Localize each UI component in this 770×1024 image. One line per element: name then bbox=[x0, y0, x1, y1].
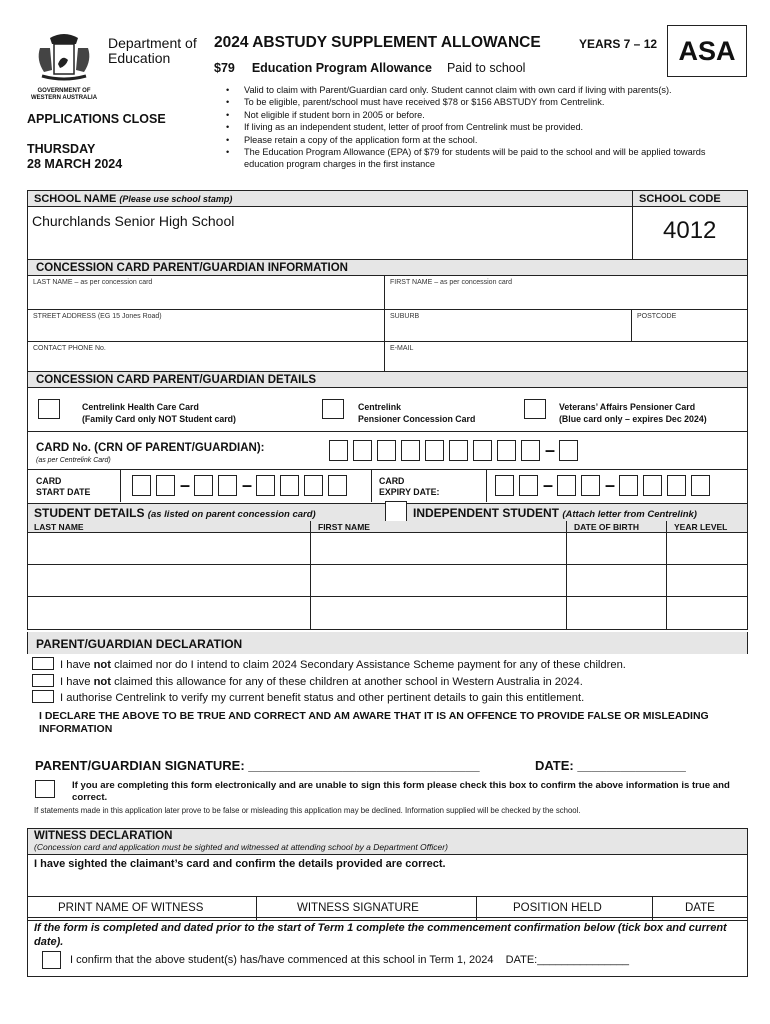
date-digit-box[interactable] bbox=[328, 475, 347, 496]
col-date-of-birth: DATE OF BIRTH bbox=[574, 522, 640, 532]
email-label: E-MAIL bbox=[390, 345, 414, 352]
pensioner-card-line1: Centrelink bbox=[358, 402, 402, 412]
school-name-header bbox=[28, 191, 632, 207]
card-dates-row bbox=[28, 470, 747, 502]
crn-digit-box[interactable] bbox=[449, 440, 468, 461]
crn-input[interactable] bbox=[329, 440, 583, 461]
years-label: YEARS 7 – 12 bbox=[579, 37, 658, 51]
declaration-item-1 bbox=[32, 657, 626, 674]
concession-info-heading bbox=[28, 260, 747, 276]
pensioner-card-line2: Pensioner Concession Card bbox=[358, 413, 476, 424]
date-digit-box[interactable] bbox=[194, 475, 213, 496]
student-title: STUDENT DETAILS bbox=[34, 506, 145, 520]
govt-line2: WESTERN AUSTRALIA bbox=[30, 94, 98, 101]
independent-student-title: INDEPENDENT STUDENT bbox=[413, 506, 560, 520]
form-code-badge bbox=[667, 25, 747, 77]
date-digit-box[interactable] bbox=[643, 475, 662, 496]
date-digit-box[interactable] bbox=[132, 475, 151, 496]
program-line bbox=[214, 61, 525, 75]
school-code-value: 4012 bbox=[663, 217, 717, 244]
health-care-card-line1: Centrelink Health Care Card bbox=[82, 402, 199, 412]
card-start-line1: CARD bbox=[36, 476, 62, 486]
witness-heading bbox=[28, 829, 747, 855]
card-type-row bbox=[28, 388, 747, 432]
close-day: THURSDAY bbox=[27, 142, 96, 156]
commenced-checkbox[interactable] bbox=[42, 951, 61, 969]
crn-row bbox=[28, 432, 747, 470]
date-digit-box[interactable] bbox=[667, 475, 686, 496]
declaration-text: I authorise Centrelink to verify my current benefit status and other pertinent details to gain this entitlement. bbox=[60, 692, 585, 704]
date-dash: – bbox=[242, 475, 253, 495]
parent-first-name-label: FIRST NAME – as per concession card bbox=[390, 279, 513, 286]
form-code: ASA bbox=[678, 36, 736, 66]
card-start-line2: START DATE bbox=[36, 486, 91, 497]
concession-info-title: CONCESSION CARD PARENT/GUARDIAN INFORMATION bbox=[36, 262, 348, 274]
health-care-card-line2: (Family Card only NOT Student card) bbox=[82, 413, 236, 424]
paid-to: Paid to school bbox=[446, 61, 526, 75]
eligibility-bullets bbox=[220, 84, 745, 171]
crn-digit-box[interactable] bbox=[401, 440, 420, 461]
declaration-items bbox=[32, 657, 626, 707]
crn-digit-box[interactable] bbox=[559, 440, 578, 461]
declaration-item-3 bbox=[32, 690, 626, 707]
witness-sighted: I have sighted the claimant’s card and confirm the details provided are correct. bbox=[34, 858, 446, 870]
program-name: Education Program Allowance bbox=[251, 61, 432, 75]
dept-line2: Education bbox=[108, 50, 171, 66]
divider bbox=[120, 470, 121, 502]
school-code-label: SCHOOL CODE bbox=[639, 193, 721, 205]
form-title: 2024 ABSTUDY SUPPLEMENT ALLOWANCE bbox=[214, 34, 541, 51]
declaration-date[interactable] bbox=[535, 758, 686, 773]
close-date: 28 MARCH 2024 bbox=[27, 157, 123, 171]
declare-statement: I DECLARE THE ABOVE TO BE TRUE AND CORRECT AND AM AWARE THAT IT IS AN OFFENCE TO PROVIDE FALSE OR MISLEADING INFORMATION bbox=[39, 710, 709, 735]
date-digit-box[interactable] bbox=[557, 475, 576, 496]
bullet-item: • Not eligible if student born in 2005 or before. bbox=[220, 109, 745, 121]
declaration-checkbox-1[interactable] bbox=[32, 657, 54, 670]
date-dash: – bbox=[605, 475, 616, 495]
student-hint: (as listed on parent concession card) bbox=[147, 509, 316, 520]
concession-info-section bbox=[27, 260, 748, 372]
electronic-confirm-text: If you are completing this form electronically and are unable to sign this form please check this box to confirm the above information is true and correct. bbox=[72, 780, 730, 803]
card-start-date-input[interactable] bbox=[132, 475, 352, 496]
col-witness-signature: WITNESS SIGNATURE bbox=[297, 902, 419, 914]
table-row[interactable] bbox=[28, 597, 747, 628]
declaration-title: PARENT/GUARDIAN DECLARATION bbox=[36, 637, 243, 651]
bullet-item: • The Education Program Allowance (EPA) of $79 for students will be paid to the school and will be applied towards education program charges in the first instance bbox=[220, 146, 745, 171]
pensioner-card-checkbox[interactable] bbox=[322, 399, 344, 419]
date-digit-box[interactable] bbox=[280, 475, 299, 496]
veterans-card-option bbox=[559, 402, 707, 425]
declaration-text: I have bbox=[60, 675, 94, 688]
card-start-label bbox=[36, 476, 90, 497]
veterans-card-line1: Veterans’ Affairs Pensioner Card bbox=[559, 402, 696, 412]
street-address-label: STREET ADDRESS (EG 15 Jones Road) bbox=[33, 313, 162, 320]
declaration-checkbox-3[interactable] bbox=[32, 690, 54, 703]
parent-last-name-label: LAST NAME – as per concession card bbox=[33, 279, 153, 286]
pensioner-card-option bbox=[358, 402, 475, 425]
declaration-emphasis: not bbox=[93, 659, 111, 671]
date-dash: – bbox=[543, 475, 554, 495]
concession-details-heading bbox=[28, 372, 747, 388]
suburb-field[interactable] bbox=[384, 310, 631, 342]
col-first-name: FIRST NAME bbox=[318, 522, 370, 532]
card-expiry-line1: CARD bbox=[379, 476, 405, 486]
commenced-date[interactable]: DATE:_______________ bbox=[505, 954, 629, 966]
school-code-field[interactable] bbox=[632, 207, 747, 259]
card-expiry-date-input[interactable] bbox=[495, 475, 715, 496]
govt-label bbox=[28, 88, 100, 101]
independent-student-label bbox=[413, 506, 697, 520]
school-name-label: SCHOOL NAME bbox=[34, 193, 117, 205]
postcode-field[interactable] bbox=[631, 310, 747, 342]
declaration-item-2 bbox=[32, 674, 626, 691]
date-digit-box[interactable] bbox=[256, 475, 275, 496]
commenced-statement bbox=[70, 954, 629, 966]
parent-last-name-field[interactable] bbox=[28, 276, 384, 310]
col-year-level: YEAR LEVEL bbox=[674, 522, 728, 532]
witness-section bbox=[27, 828, 748, 921]
bullet-item: • To be eligible, parent/school must have received $78 or $156 ABSTUDY from Centrelink. bbox=[220, 96, 745, 108]
date-digit-box[interactable] bbox=[218, 475, 237, 496]
bullet-item: • Valid to claim with Parent/Guardian card only. Student cannot claim with own card if living with parents(s). bbox=[220, 84, 745, 96]
crn-digit-box[interactable] bbox=[473, 440, 492, 461]
program-amount: $79 bbox=[214, 61, 235, 75]
date-digit-box[interactable] bbox=[691, 475, 710, 496]
signature-line[interactable] bbox=[35, 758, 480, 773]
date-digit-box[interactable] bbox=[304, 475, 323, 496]
card-expiry-label bbox=[379, 476, 439, 497]
term-note: If the form is completed and dated prior to the start of Term 1 complete the commencement confirmation below (tick box and current date). bbox=[34, 922, 727, 948]
card-expiry-line2: EXPIRY DATE: bbox=[379, 486, 440, 497]
veterans-card-checkbox[interactable] bbox=[524, 399, 546, 419]
declaration-emphasis: not bbox=[93, 675, 111, 688]
suburb-label: SUBURB bbox=[390, 313, 420, 320]
divider bbox=[486, 470, 487, 502]
declaration-text: I have bbox=[60, 659, 94, 671]
independent-student-hint: (Attach letter from Centrelink) bbox=[562, 509, 697, 520]
contact-phone-label: CONTACT PHONE No. bbox=[33, 345, 106, 352]
date-digit-box[interactable] bbox=[519, 475, 538, 496]
student-table-header bbox=[28, 521, 747, 533]
health-care-card-option bbox=[82, 402, 236, 425]
declaration-text: claimed nor do I intend to claim 2024 Secondary Assistance Scheme payment for any of these children. bbox=[111, 659, 626, 671]
witness-title: WITNESS DECLARATION bbox=[34, 830, 173, 842]
veterans-card-line2: (Blue card only – expires Dec 2024) bbox=[559, 413, 707, 424]
term-confirm-section bbox=[27, 917, 748, 977]
postcode-label: POSTCODE bbox=[637, 313, 677, 320]
applications-close: APPLICATIONS CLOSE bbox=[27, 112, 166, 126]
crn-hint: (as per Centrelink Card) bbox=[36, 457, 111, 464]
crn-dash: – bbox=[545, 440, 556, 460]
crn-digit-box[interactable] bbox=[521, 440, 540, 461]
date-digit-box[interactable] bbox=[619, 475, 638, 496]
concession-details-title: CONCESSION CARD PARENT/GUARDIAN DETAILS bbox=[36, 374, 317, 386]
street-address-field[interactable] bbox=[28, 310, 384, 342]
crn-label: CARD No. (CRN OF PARENT/GUARDIAN): bbox=[36, 442, 265, 454]
school-name-hint: (Please use school stamp) bbox=[119, 194, 233, 204]
bullet-item: • If living as an independent student, letter of proof from Centrelink must be provided. bbox=[220, 121, 745, 133]
concession-details-section bbox=[27, 372, 748, 504]
electronic-confirm-checkbox[interactable] bbox=[35, 780, 55, 798]
col-position-held: POSITION HELD bbox=[513, 902, 602, 914]
school-code-header bbox=[632, 191, 747, 207]
school-name-field[interactable] bbox=[28, 207, 632, 259]
date-digit-box[interactable] bbox=[495, 475, 514, 496]
govt-line1: GOVERNMENT OF bbox=[37, 88, 91, 94]
declaration-text: claimed this allowance for any of these children at another school in Western Australia in 2024. bbox=[111, 675, 583, 688]
crn-digit-box[interactable] bbox=[329, 440, 348, 461]
parent-first-name-field[interactable] bbox=[384, 276, 747, 310]
crn-digit-box[interactable] bbox=[497, 440, 516, 461]
declaration-date-label: DATE: _______________ bbox=[535, 758, 686, 773]
date-digit-box[interactable] bbox=[581, 475, 600, 496]
date-digit-box[interactable] bbox=[156, 475, 175, 496]
wa-crest-logo bbox=[30, 30, 98, 90]
email-field[interactable] bbox=[384, 342, 747, 371]
bullet-item: • Please retain a copy of the application form at the school. bbox=[220, 134, 745, 146]
crn-digit-box[interactable] bbox=[425, 440, 444, 461]
school-section bbox=[27, 190, 748, 260]
col-print-name: PRINT NAME OF WITNESS bbox=[58, 902, 204, 914]
health-care-card-checkbox[interactable] bbox=[38, 399, 60, 419]
crn-digit-box[interactable] bbox=[377, 440, 396, 461]
contact-phone-field[interactable] bbox=[28, 342, 384, 371]
table-row[interactable] bbox=[28, 533, 747, 565]
school-name-value: Churchlands Senior High School bbox=[32, 213, 235, 229]
col-date: DATE bbox=[685, 902, 715, 914]
col-last-name: LAST NAME bbox=[34, 522, 84, 532]
department-name bbox=[108, 36, 197, 66]
date-dash: – bbox=[180, 475, 191, 495]
signature-label: PARENT/GUARDIAN SIGNATURE: ________________________________ bbox=[35, 758, 480, 773]
independent-student-checkbox[interactable] bbox=[385, 501, 407, 522]
table-row[interactable] bbox=[28, 565, 747, 597]
declaration-checkbox-2[interactable] bbox=[32, 674, 54, 687]
divider bbox=[371, 470, 372, 502]
declaration-heading bbox=[27, 632, 748, 654]
witness-hint: (Concession card and application must be sighted and witnessed at attending school by a Department Officer) bbox=[34, 842, 448, 852]
false-statement-warning: If statements made in this application later prove to be false or misleading this application may be declined. Information supplied will be checked by the school. bbox=[34, 806, 581, 815]
student-section bbox=[27, 504, 748, 630]
commenced-text: I confirm that the above student(s) has/have commenced at this school in Term 1, 2024 bbox=[70, 954, 494, 966]
dept-line1: Department of bbox=[108, 35, 197, 51]
crn-digit-box[interactable] bbox=[353, 440, 372, 461]
